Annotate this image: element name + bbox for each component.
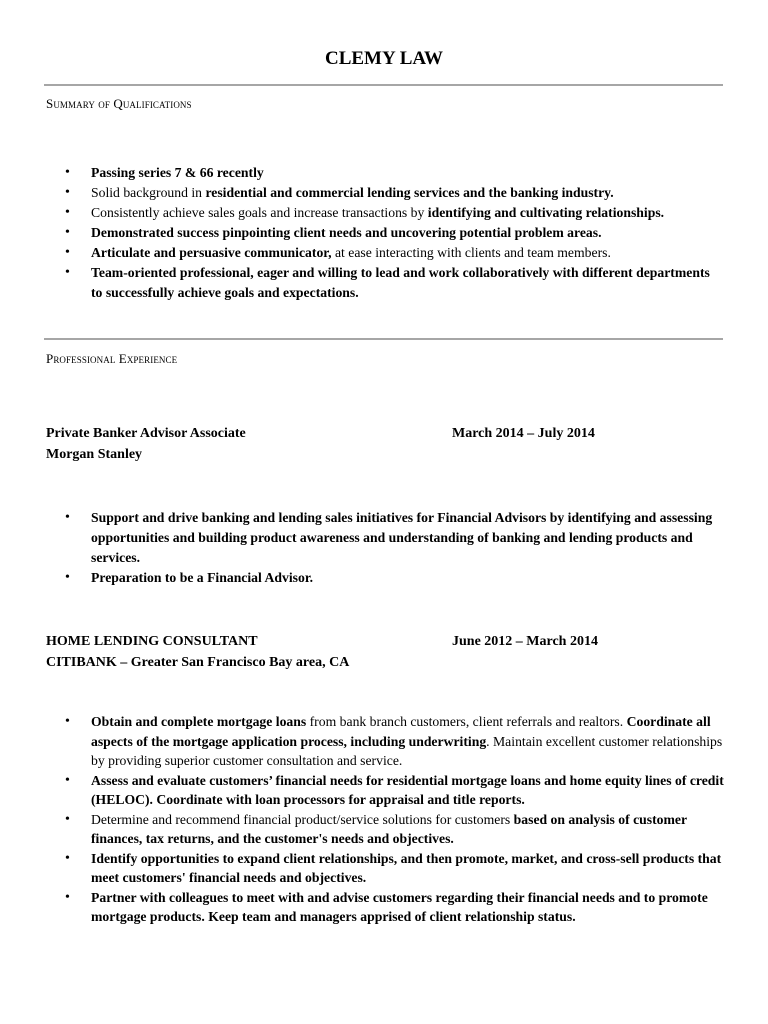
- job-bullet: • Preparation to be a Financial Advisor.: [46, 568, 726, 588]
- summary-item: • Consistently achieve sales goals and increase transactions by identifying and cultivating relationships.: [46, 203, 736, 223]
- summary-item: • Team-oriented professional, eager and willing to lead and work collaboratively with different departments to successfully achieve goals and expectations.: [46, 263, 716, 303]
- job-bullet: • Determine and recommend financial product/service solutions for customers based on analysis of customer finances, tax returns, and the customer's needs and objectives.: [46, 810, 726, 849]
- summary-section-title: Summary of Qualifications: [46, 96, 192, 111]
- job-bullet: • Identify opportunities to expand client relationships, and then promote, market, and cross-sell products that meet customers' financial needs and objectives.: [46, 849, 726, 888]
- summary-item: • Solid background in residential and commercial lending services and the banking industry.: [46, 183, 736, 203]
- job-company: Morgan Stanley: [46, 447, 143, 462]
- resume-name: CLEMY LAW: [324, 48, 444, 69]
- section-divider: [44, 338, 723, 340]
- job-bullets: [46, 508, 726, 588]
- job-title: HOME LENDING CONSULTANT: [46, 634, 258, 649]
- job-bullet: • Support and drive banking and lending sales initiatives for Financial Advisors by identifying and assessing opportunities and building product awareness and understanding of banking and lending products and services.: [46, 508, 726, 568]
- job-bullet: • Assess and evaluate customers’ financial needs for residential mortgage loans and home equity lines of credit (HELOC). Coordinate with loan processors for appraisal and title reports.: [46, 771, 726, 810]
- job-bullets: [46, 712, 726, 927]
- job-company: CITIBANK – Greater San Francisco Bay area, CA: [46, 655, 350, 670]
- job-bullet: • Partner with colleagues to meet with and advise customers regarding their financial needs and to promote mortgage products. Keep team and managers apprised of client relationship status.: [46, 888, 726, 927]
- job-title: Private Banker Advisor Associate: [46, 426, 246, 441]
- summary-item: • Passing series 7 & 66 recently: [46, 163, 736, 183]
- job-dates: June 2012 – March 2014: [452, 634, 598, 649]
- job-bullet: • Obtain and complete mortgage loans from bank branch customers, client referrals and realtors. Coordinate all aspects of the mortgage application process, including underwriting. Maintain excellent customer relationships by providing superior customer consultation and service.: [46, 712, 726, 771]
- summary-list: [46, 163, 736, 303]
- summary-item: • Demonstrated success pinpointing client needs and uncovering potential problem areas.: [46, 223, 736, 243]
- experience-section-title: Professional Experience: [46, 351, 178, 366]
- job-dates: March 2014 – July 2014: [452, 426, 595, 441]
- header-divider: [44, 84, 723, 86]
- summary-item: • Articulate and persuasive communicator, at ease interacting with clients and team members.: [46, 243, 736, 263]
